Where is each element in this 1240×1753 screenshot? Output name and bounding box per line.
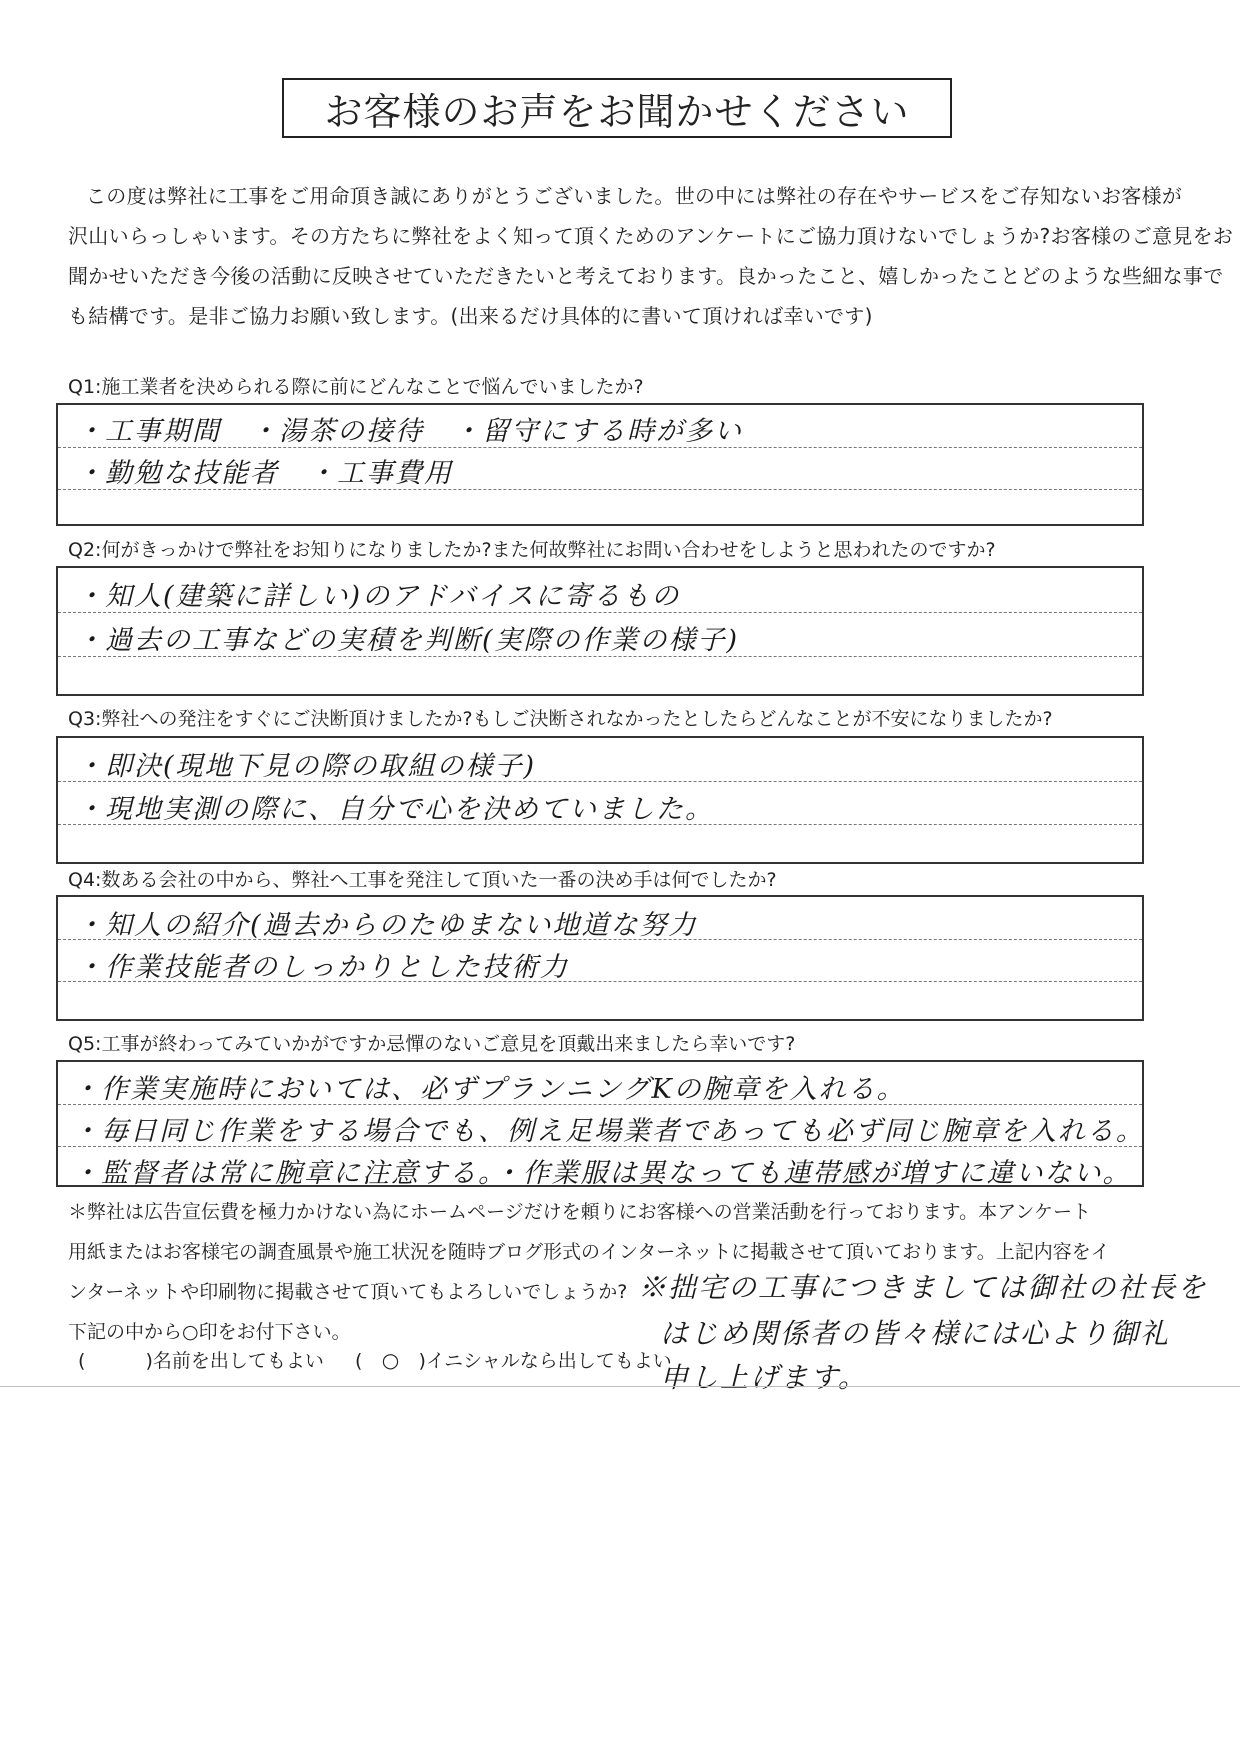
handwritten-answer: ・勤勉な技能者 ・工事費用 xyxy=(76,458,453,489)
question-2-label: Q2:何がきっかけで弊社をお知りになりましたか?また何故弊社にお問い合わせをしようと思われたのですか? xyxy=(68,539,996,561)
handwritten-answer: ・工事期間 ・湯茶の接待 ・留守にする時が多い xyxy=(76,416,743,447)
choice-paren-open: ( xyxy=(78,1350,86,1372)
handwritten-answer: ・毎日同じ作業をする場合でも、例え足場業者であっても必ず同じ腕章を入れる。 xyxy=(72,1116,1145,1147)
question-1-label: Q1:施工業者を決められる際に前にどんなことで悩んでいましたか? xyxy=(68,376,644,398)
choice-paren-open: ( xyxy=(355,1350,363,1372)
note-line: ンターネットや印刷物に掲載させて頂いてもよろしいでしょうか? xyxy=(68,1281,628,1303)
handwritten-answer: ・作業実施時においては、必ずプランニングKの腕章を入れる。 xyxy=(72,1074,906,1105)
question-5-label: Q5:工事が終わってみていかがですか忌憚のないご意見を頂戴出来ましたら幸いです? xyxy=(68,1033,796,1055)
question-3-label: Q3:弊社への発注をすぐにご決断頂けましたか?もしご決断されなかったとしたらどんなことが不安になりましたか? xyxy=(68,708,1053,730)
page-divider xyxy=(0,1386,1240,1387)
intro-line: この度は弊社に工事をご用命頂き誠にありがとうございました。世の中には弊社の存在やサービスをご存知ないお客様が xyxy=(86,184,1183,208)
question-4-label: Q4:数ある会社の中から、弊社へ工事を発注して頂いた一番の決め手は何でしたか? xyxy=(68,869,777,891)
handwritten-comment: 申し上げます。 xyxy=(660,1361,868,1394)
answer-box-1 xyxy=(56,403,1144,526)
intro-line: 沢山いらっしゃいます。その方たちに弊社をよく知って頂くためのアンケートにご協力頂けないでしょうか?お客様のご意見をお xyxy=(68,224,1234,248)
choice-mark[interactable]: ○ xyxy=(381,1348,400,1372)
handwritten-answer: ・作業技能者のしっかりとした技術力 xyxy=(76,952,569,983)
choice-label: )イニシャルなら出してもよい xyxy=(418,1350,672,1372)
handwritten-answer: ・過去の工事などの実積を判断(実際の作業の様子) xyxy=(76,625,740,656)
handwritten-comment: ※拙宅の工事につきましては御社の社長を xyxy=(638,1271,1208,1304)
intro-line: も結構です。是非ご協力お願い致します。(出来るだけ具体的に書いて頂ければ幸いです) xyxy=(68,304,873,328)
intro-paragraph xyxy=(68,176,1234,336)
handwritten-answer: ・知人の紹介(過去からのたゆまない地道な努力 xyxy=(76,910,698,941)
answer-box-2 xyxy=(56,566,1144,696)
answer-box-4 xyxy=(56,895,1144,1021)
answer-box-3 xyxy=(56,736,1144,864)
note-line: ＊弊社は広告宣伝費を極力かけない為にホームページだけを頼りにお客様への営業活動を行っております。本アンケート xyxy=(68,1201,1091,1223)
answer-box-5 xyxy=(56,1060,1144,1187)
handwritten-answer: ・即決(現地下見の際の取組の様子) xyxy=(76,751,537,782)
handwritten-answer: ・知人(建築に詳しい)のアドバイスに寄るもの xyxy=(76,581,681,612)
note-line: 用紙またはお客様宅の調査風景や施工状況を随時ブログ形式のインターネットに掲載させて頂いております。上記内容をイ xyxy=(68,1241,1110,1263)
choice-initial-allowed[interactable] xyxy=(355,1346,672,1373)
intro-line: 聞かせいただき今後の活動に反映させていただきたいと考えております。良かったこと、嬉しかったことどのような些細な事で xyxy=(68,264,1224,288)
handwritten-answer: ・現地実測の際に、自分で心を決めていました。 xyxy=(76,794,714,825)
handwritten-comment: はじめ関係者の皆々様には心より御礼 xyxy=(660,1317,1171,1350)
note-line: 下記の中から○印をお付下さい。 xyxy=(68,1321,351,1343)
choice-name-allowed[interactable] xyxy=(78,1346,324,1373)
handwritten-answer: ・監督者は常に腕章に注意する。・作業服は異なっても連帯感が増すに違いない。 xyxy=(72,1158,1132,1189)
choice-label: )名前を出してもよい xyxy=(145,1350,324,1372)
page-title-text: お客様のお声をお聞かせください xyxy=(324,89,910,134)
page-title xyxy=(282,78,952,138)
